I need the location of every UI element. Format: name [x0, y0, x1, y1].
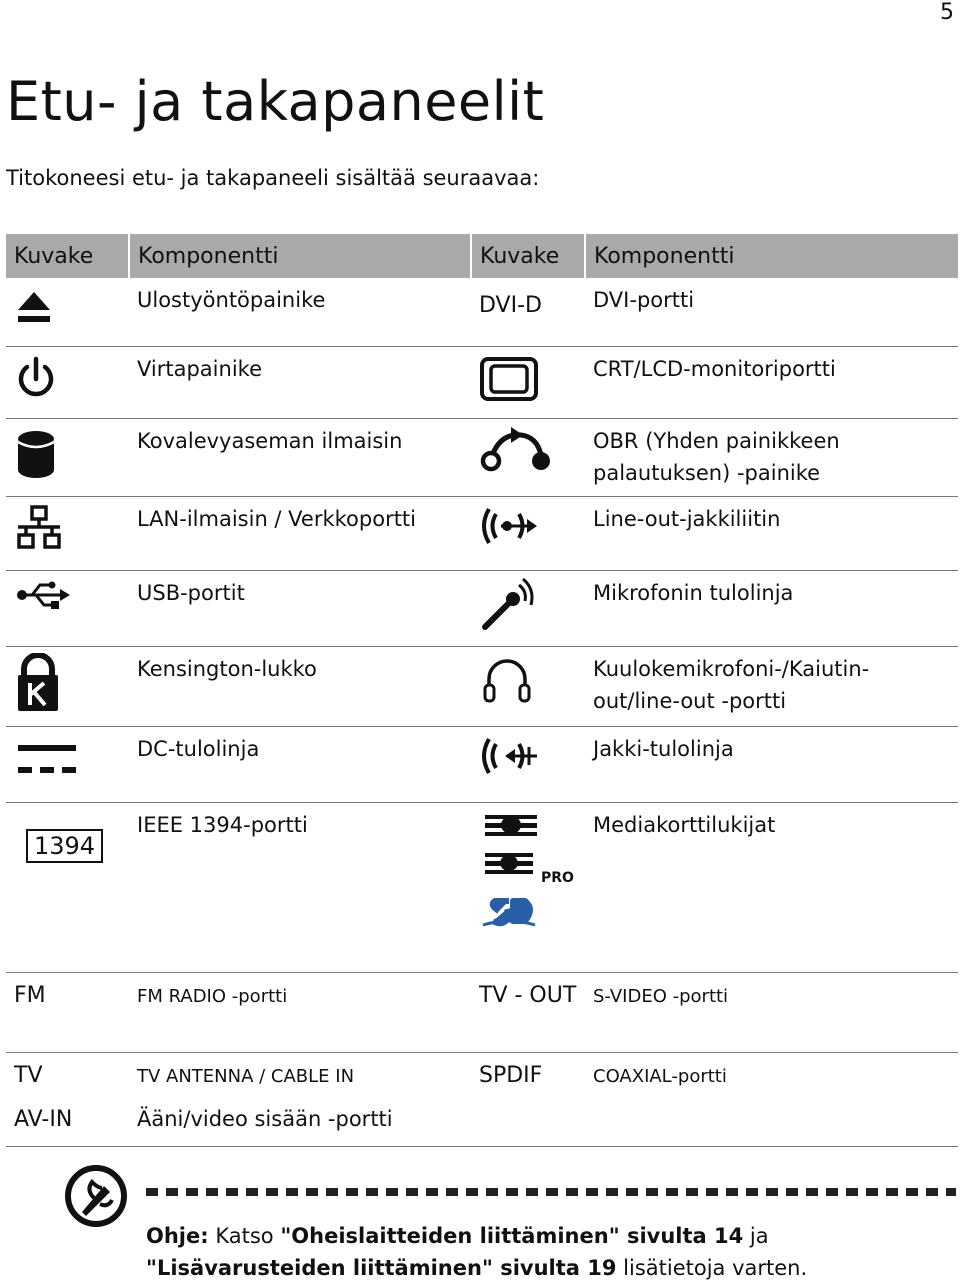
component-label: Ulostyöntöpainike: [129, 278, 471, 346]
component-table: [6, 234, 958, 1147]
component-label: DVI-portti: [585, 278, 958, 346]
table-row: [6, 1052, 958, 1097]
table-row: [6, 646, 958, 726]
note-icon: [64, 1164, 128, 1232]
hdd-icon: [14, 425, 58, 481]
component-label: USB-portit: [129, 570, 471, 646]
tv-label: TV: [14, 1062, 43, 1088]
component-label: Ääni/video sisään -portti: [129, 1097, 471, 1147]
note-text-2: ja: [749, 1224, 769, 1248]
component-label: Kovalevyaseman ilmaisin: [129, 418, 471, 496]
note-text-3: lisätietoja varten.: [623, 1256, 808, 1280]
note-text: [146, 1220, 946, 1284]
page-number: 5: [940, 0, 954, 25]
component-label: Mikrofonin tulolinja: [585, 570, 958, 646]
component-label: S-VIDEO -portti: [593, 985, 729, 1007]
obr-icon: [479, 425, 555, 477]
note-box: [64, 1160, 960, 1280]
header-component-1: Komponentti: [129, 234, 471, 278]
component-label: FM RADIO -portti: [137, 985, 288, 1007]
component-label: Kuulokemikrofoni-/Kaiutin-out/line-out -portti: [585, 646, 958, 726]
dvi-d-label: DVI-D: [479, 293, 542, 318]
component-label: CRT/LCD-monitoriportti: [585, 346, 958, 418]
network-icon: [14, 503, 64, 555]
table-row: [6, 346, 958, 418]
component-label: Virtapainike: [129, 346, 471, 418]
table-row: [6, 278, 958, 346]
media-card-icons: [479, 809, 579, 968]
component-label: COAXIAL-portti: [593, 1065, 727, 1087]
fm-label: FM: [14, 982, 46, 1008]
table-row: [6, 496, 958, 570]
spdif-label: SPDIF: [479, 1062, 543, 1088]
ieee1394-icon: 1394: [26, 829, 103, 863]
intro-text: Titokoneesi etu- ja takapaneeli sisältää seuraavaa:: [6, 166, 540, 190]
note-text-1: Katso: [215, 1224, 274, 1248]
note-link-1[interactable]: "Oheislaitteiden liittäminen" sivulta 14: [280, 1224, 744, 1248]
header-icon-1: Kuvake: [6, 234, 129, 278]
table-row: [6, 726, 958, 802]
power-icon: [14, 353, 58, 403]
component-label: OBR (Yhden painikkeen palautuksen) -painike: [585, 418, 958, 496]
component-label: Jakki-tulolinja: [585, 726, 958, 802]
dc-in-icon: [14, 733, 80, 783]
header-icon-2: Kuvake: [471, 234, 585, 278]
note-label: Ohje:: [146, 1224, 209, 1248]
kensington-lock-icon: [14, 653, 62, 713]
note-divider: [146, 1188, 956, 1196]
header-component-2: Komponentti: [585, 234, 958, 278]
component-label: Kensington-lukko: [129, 646, 471, 726]
line-in-icon: [479, 733, 541, 779]
table-row: [6, 570, 958, 646]
component-label: [585, 1097, 958, 1147]
eject-icon: [14, 284, 54, 328]
headphones-icon: [479, 653, 535, 705]
table-row: [6, 1097, 958, 1147]
component-label: Line-out-jakkiliitin: [585, 496, 958, 570]
monitor-icon: [479, 353, 539, 403]
page-title: Etu- ja takapaneelit: [6, 70, 545, 133]
component-label: LAN-ilmaisin / Verkkoportti: [129, 496, 471, 570]
component-label: Mediakorttilukijat: [585, 802, 958, 972]
tv-out-label: TV - OUT: [479, 982, 577, 1008]
component-label: TV ANTENNA / CABLE IN: [137, 1065, 355, 1087]
microphone-icon: [479, 577, 535, 633]
table-row: [6, 802, 958, 972]
usb-icon: [14, 577, 70, 613]
table-header-row: [6, 234, 958, 278]
table-row: [6, 972, 958, 1052]
line-out-icon: [479, 503, 541, 549]
pro-label: PRO: [541, 869, 574, 886]
component-label: IEEE 1394-portti: [129, 802, 471, 972]
table-row: [6, 418, 958, 496]
component-label: DC-tulolinja: [129, 726, 471, 802]
note-link-2[interactable]: "Lisävarusteiden liittäminen" sivulta 19: [146, 1256, 617, 1280]
av-in-label: AV-IN: [14, 1106, 73, 1132]
